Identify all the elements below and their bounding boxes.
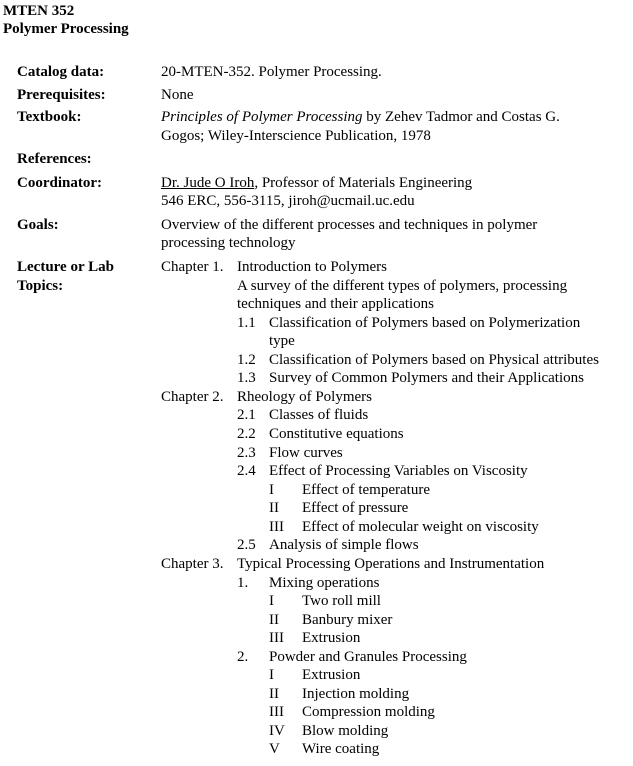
subitem-text: Effect of molecular weight on viscosity <box>302 519 539 535</box>
item-text: Analysis of simple flows <box>269 537 419 553</box>
chapter-1-desc-line1: A survey of the different types of polymers, processing <box>237 278 568 294</box>
subitem-num: I <box>269 482 274 498</box>
item-text: Constitutive equations <box>269 426 404 442</box>
goals-label: Goals: <box>17 217 59 233</box>
item-num: 2.2 <box>237 426 256 442</box>
subitem-num: IV <box>269 723 285 739</box>
goals-line1: Overview of the different processes and techniques in polymer <box>161 217 538 233</box>
subitem-num: III <box>269 630 284 646</box>
item-num: 2.4 <box>237 463 256 479</box>
subitem-text: Effect of pressure <box>302 500 409 516</box>
topics-label-line1: Lecture or Lab <box>17 259 114 275</box>
item-num: 2.5 <box>237 537 256 553</box>
coordinator-contact: 546 ERC, 556-3115, jiroh@ucmail.uc.edu <box>161 193 415 209</box>
item-num: 2.1 <box>237 407 256 423</box>
textbook-label: Textbook: <box>17 109 82 125</box>
item-num: 2. <box>237 649 249 665</box>
subitem-text: Extrusion <box>302 630 361 646</box>
item-text: Classification of Polymers based on Polymerization <box>269 315 581 331</box>
textbook-line1 <box>161 108 560 127</box>
subitem-text: Effect of temperature <box>302 482 430 498</box>
subitem-num: III <box>269 704 284 720</box>
item-text-cont: type <box>269 333 295 349</box>
item-num: 2.3 <box>237 445 256 461</box>
subitem-num: III <box>269 519 284 535</box>
coordinator-label: Coordinator: <box>17 175 102 191</box>
item-text: Powder and Granules Processing <box>269 649 467 665</box>
item-text: Classification of Polymers based on Physical attributes <box>269 352 599 368</box>
item-num: 1. <box>237 575 249 591</box>
subitem-text: Injection molding <box>302 686 410 702</box>
subitem-num: II <box>269 612 279 628</box>
subitem-text: Two roll mill <box>302 593 381 609</box>
prereq-label: Prerequisites: <box>17 87 106 103</box>
item-text: Effect of Processing Variables on Viscosity <box>269 463 528 479</box>
chapter-1-title: Introduction to Polymers <box>237 259 387 275</box>
topics-label-line2: Topics: <box>17 278 64 294</box>
course-title: Polymer Processing <box>3 21 129 37</box>
catalog-label: Catalog data: <box>17 64 105 80</box>
item-text: Classes of fluids <box>269 407 369 423</box>
chapter-2-title: Rheology of Polymers <box>237 389 372 405</box>
subitem-text: Extrusion <box>302 667 361 683</box>
catalog-value: 20-MTEN-352. Polymer Processing. <box>161 64 382 80</box>
coordinator-title: , Professor of Materials Engineering <box>254 175 473 191</box>
references-label: References: <box>17 151 92 167</box>
subitem-num: II <box>269 686 279 702</box>
subitem-num: I <box>269 667 274 683</box>
goals-line2: processing technology <box>161 235 296 251</box>
item-num: 1.2 <box>237 352 256 368</box>
subitem-num: II <box>269 500 279 516</box>
textbook-line2: Gogos; Wiley-Interscience Publication, 1978 <box>161 128 431 144</box>
textbook-authors: by Zehev Tadmor and Costas G. <box>362 109 560 125</box>
subitem-text: Compression molding <box>302 704 435 720</box>
subitem-text: Wire coating <box>302 741 380 757</box>
textbook-title: Principles of Polymer Processing <box>161 109 363 125</box>
item-text: Mixing operations <box>269 575 380 591</box>
subitem-text: Banbury mixer <box>302 612 393 628</box>
chapter-3-title: Typical Processing Operations and Instrumentation <box>237 556 545 572</box>
coordinator-name[interactable]: Dr. Jude O Iroh <box>161 175 255 191</box>
item-num: 1.1 <box>237 315 256 331</box>
chapter-3-label: Chapter 3. <box>161 556 224 572</box>
chapter-1-label: Chapter 1. <box>161 259 224 275</box>
subitem-num: I <box>269 593 274 609</box>
coordinator-line1 <box>161 174 472 193</box>
chapter-2-label: Chapter 2. <box>161 389 224 405</box>
course-code: MTEN 352 <box>3 3 75 19</box>
item-text: Survey of Common Polymers and their Applications <box>269 370 584 386</box>
item-text: Flow curves <box>269 445 343 461</box>
prereq-value: None <box>161 87 194 103</box>
chapter-1-desc-line2: techniques and their applications <box>237 296 435 312</box>
item-num: 1.3 <box>237 370 256 386</box>
subitem-text: Blow molding <box>302 723 389 739</box>
subitem-num: V <box>269 741 280 757</box>
